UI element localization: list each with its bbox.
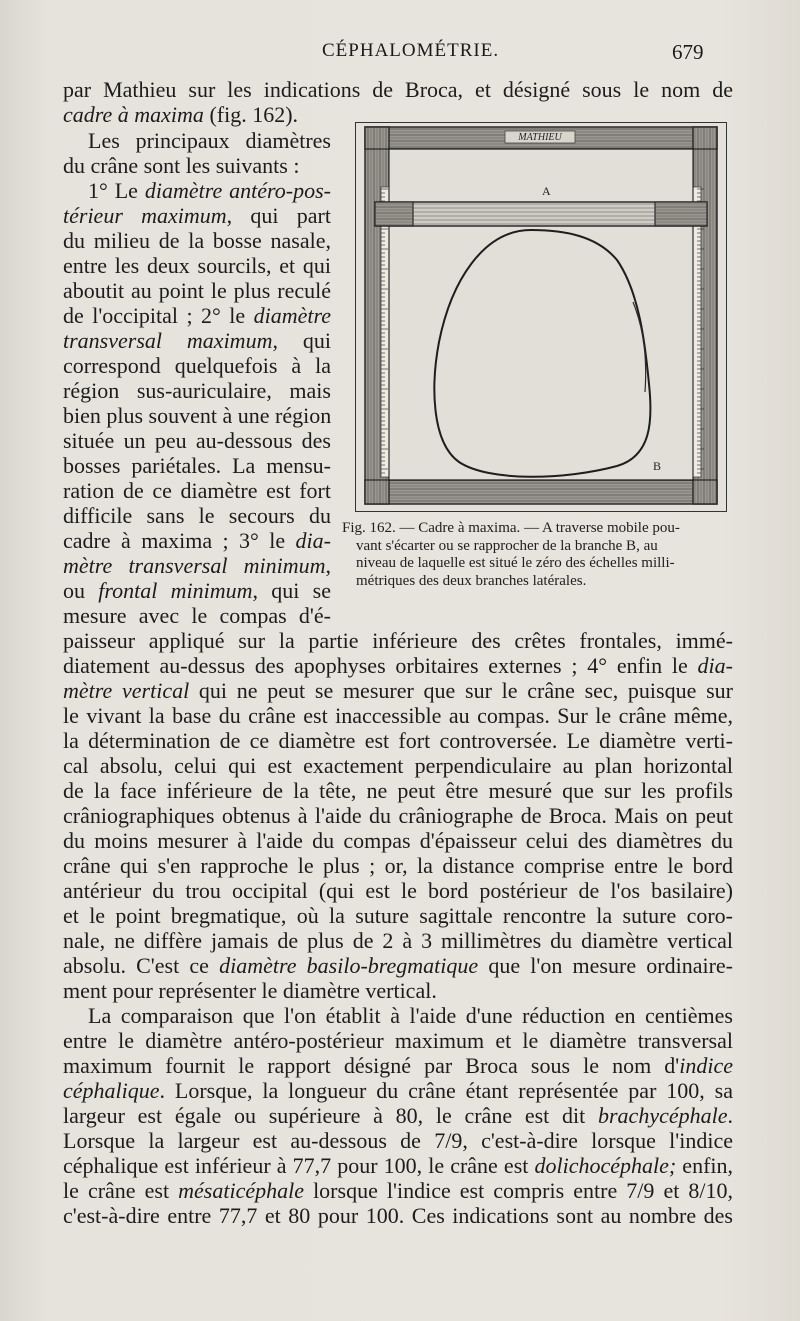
text-run: antérieur du trou occipital (qui est le bord postérieur de l'os basilaire) bbox=[63, 878, 733, 903]
text-line bbox=[63, 328, 331, 354]
text-run: . Lorsque, la longueur du crâne étant représentée par 100, sa bbox=[159, 1078, 733, 1103]
text-line bbox=[63, 1078, 733, 1104]
text-run: La comparaison que l'on établit à l'aide d'une réduction en centièmes bbox=[88, 1003, 733, 1028]
text-run: le crâne est bbox=[63, 1178, 179, 1203]
text-run: correspond quelquefois à la bbox=[63, 353, 331, 378]
text-run: difficile sans le secours du bbox=[63, 503, 331, 528]
text-run: qui ne peut se mesurer que sur le crâne sec, puisque sur bbox=[189, 678, 733, 703]
text-run: de la face inférieure de la tête, ne peut être mesuré que sur les profils bbox=[63, 778, 733, 803]
caption-line: Fig. 162. — Cadre à maxima. — A traverse mobile pou- bbox=[342, 520, 680, 536]
text-line bbox=[63, 803, 733, 829]
italic-term: transversal maximum bbox=[63, 328, 273, 353]
text-line bbox=[63, 1153, 733, 1179]
text-line bbox=[63, 728, 733, 754]
text-line bbox=[63, 1103, 733, 1129]
text-run: la détermination de ce diamètre est fort controversée. Le diamètre verti- bbox=[63, 728, 733, 753]
text-run: crâniographiques obtenus à l'aide du crâniographe de Broca. Mais on peut bbox=[63, 803, 733, 828]
text-line bbox=[63, 1128, 733, 1154]
text-run: Les principaux diamètres bbox=[88, 128, 331, 153]
text-run: paisseur appliqué sur la partie inférieure des crêtes frontales, immé- bbox=[63, 628, 733, 653]
text-line bbox=[63, 278, 331, 304]
italic-term: indice bbox=[679, 1053, 733, 1078]
text-line bbox=[63, 753, 733, 779]
text-run: bosses pariétales. La mensu- bbox=[63, 453, 331, 478]
text-line bbox=[63, 953, 733, 979]
text-run: cadre à maxima ; 3° le bbox=[63, 528, 296, 553]
text-line bbox=[63, 528, 331, 554]
text-line bbox=[63, 77, 733, 103]
text-run: de l'occipital ; 2° le bbox=[63, 303, 254, 328]
text-line bbox=[63, 353, 331, 379]
text-line bbox=[63, 428, 331, 454]
text-run: située un peu au-dessous des bbox=[63, 428, 331, 453]
text-line bbox=[63, 153, 299, 179]
text-run: lorsque l'indice est compris entre 7/9 et 8/10, bbox=[304, 1178, 734, 1203]
text-run: Lorsque la largeur est au-dessous de 7/9, c'est-à-dire lorsque l'indice bbox=[63, 1128, 733, 1153]
text-run: par Mathieu sur les indications de Broca, et désigné sous le nom de bbox=[63, 77, 733, 102]
text-run: , qui bbox=[272, 328, 331, 353]
text-run: bien plus souvent à une région bbox=[63, 403, 332, 428]
text-run: maximum fournit le rapport désigné par Broca sous le nom d' bbox=[63, 1053, 680, 1078]
text-run: région sus-auriculaire, mais bbox=[63, 378, 331, 403]
italic-term: dolichocéphale; bbox=[534, 1153, 677, 1178]
running-title: CÉPHALOMÉTRIE. bbox=[322, 40, 500, 61]
text-line bbox=[63, 303, 331, 329]
text-line bbox=[63, 928, 733, 954]
text-line bbox=[63, 453, 331, 479]
italic-term: mésaticéphale bbox=[178, 1178, 304, 1203]
cadre-illustration bbox=[355, 122, 727, 512]
text-line bbox=[63, 603, 331, 629]
text-run: . bbox=[727, 1103, 733, 1128]
text-run: ment pour représenter le diamètre vertical. bbox=[63, 978, 437, 1003]
text-run: , qui part bbox=[226, 203, 331, 228]
italic-term: dia- bbox=[295, 528, 331, 553]
text-run: entre le diamètre antéro-postérieur maximum et le diamètre transversal bbox=[63, 1028, 733, 1053]
text-run: ration de ce diamètre est fort bbox=[63, 478, 331, 503]
right-millimetric-scale bbox=[693, 187, 701, 477]
page-header bbox=[0, 40, 800, 70]
text-line bbox=[63, 628, 733, 654]
text-run: le vivant la base du crâne est inaccessible au compas. Sur le crâne même, bbox=[63, 703, 733, 728]
text-run: (fig. 162). bbox=[203, 102, 299, 127]
italic-term: diamètre bbox=[253, 303, 331, 328]
text-run: et le point bregmatique, où la suture sagittale rencontre la suture coro- bbox=[63, 903, 733, 928]
text-run: nale, ne diffère jamais de plus de 2 à 3 millimètres du diamètre vertical bbox=[63, 928, 733, 953]
text-run: diatement au-dessus des apophyses orbitaires externes ; 4° enfin le bbox=[63, 653, 698, 678]
text-line bbox=[63, 903, 733, 929]
text-run: 1° Le bbox=[88, 178, 145, 203]
caption-line: vant s'écarter ou se rapprocher de la branche B, au bbox=[356, 537, 658, 554]
italic-term: brachycéphale bbox=[598, 1103, 728, 1128]
text-line bbox=[88, 128, 331, 154]
text-run: aboutit au point le plus reculé bbox=[63, 278, 331, 303]
text-line bbox=[63, 478, 331, 504]
text-line bbox=[63, 553, 331, 579]
italic-term: céphalique bbox=[63, 1078, 160, 1103]
text-line bbox=[63, 102, 298, 128]
text-run: absolu. C'est ce bbox=[63, 953, 220, 978]
caption-line: niveau de laquelle est situé le zéro des échelles milli- bbox=[356, 555, 675, 571]
text-run: , qui se bbox=[252, 578, 331, 603]
text-run: enfin, bbox=[676, 1153, 734, 1178]
italic-term: mètre vertical bbox=[63, 678, 190, 703]
text-run: ou bbox=[63, 578, 99, 603]
text-line bbox=[63, 378, 331, 404]
text-line bbox=[63, 578, 331, 604]
text-line bbox=[63, 403, 331, 429]
text-line bbox=[63, 1053, 733, 1079]
text-run: , bbox=[325, 553, 331, 578]
text-line bbox=[63, 228, 331, 254]
text-line bbox=[63, 778, 733, 804]
text-line bbox=[63, 253, 331, 279]
label-a: A bbox=[542, 184, 551, 198]
left-millimetric-scale bbox=[381, 187, 389, 477]
italic-term: cadre à maxima bbox=[63, 102, 204, 127]
italic-term: térieur maximum bbox=[63, 203, 227, 228]
frame-bottom-bar bbox=[365, 480, 717, 504]
italic-term: dia- bbox=[697, 653, 733, 678]
text-line bbox=[63, 853, 733, 879]
text-line bbox=[88, 1003, 733, 1029]
text-line bbox=[63, 203, 331, 229]
text-line bbox=[63, 878, 733, 904]
text-line bbox=[63, 653, 733, 679]
text-line bbox=[63, 978, 437, 1004]
italic-term: diamètre antéro-pos- bbox=[144, 178, 331, 203]
text-line bbox=[63, 1028, 733, 1054]
text-run: mesure avec le compas d'é- bbox=[63, 603, 331, 628]
frame-maker-label: MATHIEU bbox=[518, 132, 562, 143]
text-run: cal absolu, celui qui est exactement perpendiculaire au plan horizontal bbox=[63, 753, 733, 778]
text-run: crâne qui s'en rapproche le plus ; or, la distance comprise entre le bord bbox=[63, 853, 733, 878]
text-line bbox=[63, 703, 733, 729]
text-run: céphalique est inférieur à 77,7 pour 100, le crâne est bbox=[63, 1153, 535, 1178]
page-number: 679 bbox=[672, 40, 704, 64]
text-line bbox=[63, 678, 733, 704]
text-run: du crâne sont les suivants : bbox=[63, 153, 300, 178]
text-run: largeur est égale ou supérieure à 80, le crâne est dit bbox=[63, 1103, 598, 1128]
italic-term: frontal minimum bbox=[98, 578, 253, 603]
label-b: B bbox=[653, 459, 662, 473]
text-run: c'est-à-dire entre 77,7 et 80 pour 100. Ces indications sont au nombre des bbox=[63, 1203, 733, 1228]
text-run: du milieu de la bosse nasale, bbox=[63, 228, 331, 253]
italic-term: mètre transversal minimum bbox=[63, 553, 326, 578]
text-run: du moins mesurer à l'aide du compas d'épaisseur celui des diamètres du bbox=[63, 828, 733, 853]
figure-cadre-a-maxima bbox=[355, 122, 727, 512]
caption-line: métriques des deux branches latérales. bbox=[356, 572, 587, 589]
text-line bbox=[63, 1203, 733, 1229]
text-line bbox=[63, 828, 733, 854]
text-run: entre les deux sourcils, et qui bbox=[63, 253, 331, 278]
figure-caption bbox=[342, 520, 742, 590]
text-run: que l'on mesure ordinaire- bbox=[478, 953, 734, 978]
italic-term: diamètre basilo-bregmatique bbox=[219, 953, 479, 978]
text-line bbox=[88, 178, 331, 204]
text-line bbox=[63, 1178, 733, 1204]
text-line bbox=[63, 503, 331, 529]
